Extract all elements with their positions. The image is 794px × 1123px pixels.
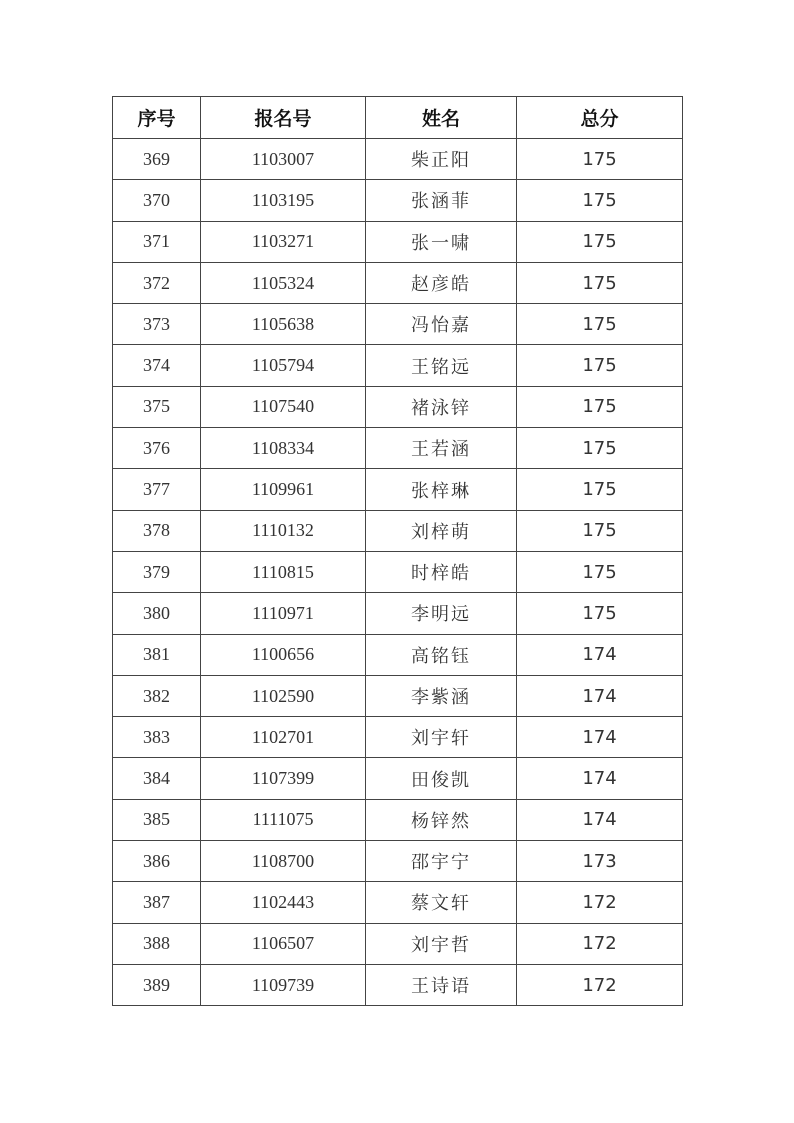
cell-serial: 377 xyxy=(113,469,201,510)
cell-registration-number: 1105794 xyxy=(201,345,366,386)
cell-name: 冯怡嘉 xyxy=(366,304,517,345)
cell-total-score: 172 xyxy=(517,882,683,923)
header-name: 姓名 xyxy=(366,97,517,139)
cell-total-score: 175 xyxy=(517,469,683,510)
cell-total-score: 175 xyxy=(517,345,683,386)
table-row xyxy=(113,469,683,510)
header-registration-number: 报名号 xyxy=(201,97,366,139)
table-row xyxy=(113,139,683,180)
table-row xyxy=(113,593,683,634)
cell-total-score: 175 xyxy=(517,221,683,262)
cell-registration-number: 1107540 xyxy=(201,386,366,427)
table-row xyxy=(113,262,683,303)
cell-registration-number: 1111075 xyxy=(201,799,366,840)
cell-registration-number: 1105638 xyxy=(201,304,366,345)
cell-name: 张涵菲 xyxy=(366,180,517,221)
cell-serial: 380 xyxy=(113,593,201,634)
cell-total-score: 175 xyxy=(517,428,683,469)
table-row xyxy=(113,510,683,551)
table-row xyxy=(113,551,683,592)
cell-total-score: 173 xyxy=(517,841,683,882)
cell-name: 王诗语 xyxy=(366,964,517,1005)
cell-serial: 381 xyxy=(113,634,201,675)
table-row xyxy=(113,221,683,262)
cell-name: 张一啸 xyxy=(366,221,517,262)
cell-serial: 374 xyxy=(113,345,201,386)
cell-total-score: 172 xyxy=(517,923,683,964)
cell-total-score: 175 xyxy=(517,551,683,592)
cell-name: 邵宇宁 xyxy=(366,841,517,882)
header-serial: 序号 xyxy=(113,97,201,139)
cell-name: 田俊凯 xyxy=(366,758,517,799)
cell-total-score: 174 xyxy=(517,634,683,675)
cell-total-score: 175 xyxy=(517,180,683,221)
cell-serial: 382 xyxy=(113,675,201,716)
cell-name: 时梓皓 xyxy=(366,551,517,592)
cell-serial: 385 xyxy=(113,799,201,840)
cell-serial: 371 xyxy=(113,221,201,262)
table-body xyxy=(113,139,683,1006)
cell-registration-number: 1103271 xyxy=(201,221,366,262)
cell-registration-number: 1110132 xyxy=(201,510,366,551)
table-row xyxy=(113,964,683,1005)
cell-registration-number: 1109961 xyxy=(201,469,366,510)
cell-name: 王铭远 xyxy=(366,345,517,386)
cell-registration-number: 1108700 xyxy=(201,841,366,882)
cell-total-score: 175 xyxy=(517,510,683,551)
cell-total-score: 175 xyxy=(517,262,683,303)
table-row xyxy=(113,180,683,221)
header-total-score: 总分 xyxy=(517,97,683,139)
cell-name: 刘宇哲 xyxy=(366,923,517,964)
table-row xyxy=(113,345,683,386)
cell-name: 蔡文轩 xyxy=(366,882,517,923)
cell-name: 张梓琳 xyxy=(366,469,517,510)
table-row xyxy=(113,304,683,345)
cell-registration-number: 1108334 xyxy=(201,428,366,469)
table-row xyxy=(113,841,683,882)
cell-name: 李明远 xyxy=(366,593,517,634)
cell-registration-number: 1107399 xyxy=(201,758,366,799)
table-row xyxy=(113,799,683,840)
cell-name: 刘宇轩 xyxy=(366,717,517,758)
cell-total-score: 175 xyxy=(517,593,683,634)
cell-registration-number: 1102701 xyxy=(201,717,366,758)
cell-serial: 376 xyxy=(113,428,201,469)
cell-registration-number: 1103195 xyxy=(201,180,366,221)
table-row xyxy=(113,428,683,469)
cell-total-score: 175 xyxy=(517,304,683,345)
cell-name: 褚泳锌 xyxy=(366,386,517,427)
table-row xyxy=(113,923,683,964)
cell-total-score: 175 xyxy=(517,139,683,180)
cell-serial: 387 xyxy=(113,882,201,923)
cell-registration-number: 1105324 xyxy=(201,262,366,303)
cell-name: 王若涵 xyxy=(366,428,517,469)
cell-registration-number: 1109739 xyxy=(201,964,366,1005)
cell-total-score: 174 xyxy=(517,758,683,799)
cell-serial: 370 xyxy=(113,180,201,221)
cell-serial: 375 xyxy=(113,386,201,427)
cell-registration-number: 1102590 xyxy=(201,675,366,716)
cell-name: 赵彦皓 xyxy=(366,262,517,303)
score-table xyxy=(112,96,683,1006)
cell-serial: 369 xyxy=(113,139,201,180)
cell-total-score: 175 xyxy=(517,386,683,427)
cell-registration-number: 1110815 xyxy=(201,551,366,592)
table-row xyxy=(113,758,683,799)
cell-serial: 373 xyxy=(113,304,201,345)
table-row xyxy=(113,386,683,427)
cell-registration-number: 1100656 xyxy=(201,634,366,675)
table-row xyxy=(113,882,683,923)
cell-name: 刘梓萌 xyxy=(366,510,517,551)
cell-registration-number: 1106507 xyxy=(201,923,366,964)
cell-serial: 386 xyxy=(113,841,201,882)
cell-serial: 389 xyxy=(113,964,201,1005)
cell-serial: 388 xyxy=(113,923,201,964)
table-header-row xyxy=(113,97,683,139)
cell-name: 李紫涵 xyxy=(366,675,517,716)
cell-serial: 383 xyxy=(113,717,201,758)
cell-registration-number: 1102443 xyxy=(201,882,366,923)
cell-total-score: 174 xyxy=(517,717,683,758)
cell-name: 柴正阳 xyxy=(366,139,517,180)
cell-registration-number: 1103007 xyxy=(201,139,366,180)
cell-total-score: 172 xyxy=(517,964,683,1005)
cell-serial: 379 xyxy=(113,551,201,592)
cell-serial: 372 xyxy=(113,262,201,303)
cell-total-score: 174 xyxy=(517,799,683,840)
table-row xyxy=(113,717,683,758)
cell-registration-number: 1110971 xyxy=(201,593,366,634)
table-row xyxy=(113,675,683,716)
cell-name: 高铭钰 xyxy=(366,634,517,675)
table-row xyxy=(113,634,683,675)
cell-total-score: 174 xyxy=(517,675,683,716)
cell-name: 杨锌然 xyxy=(366,799,517,840)
cell-serial: 384 xyxy=(113,758,201,799)
cell-serial: 378 xyxy=(113,510,201,551)
